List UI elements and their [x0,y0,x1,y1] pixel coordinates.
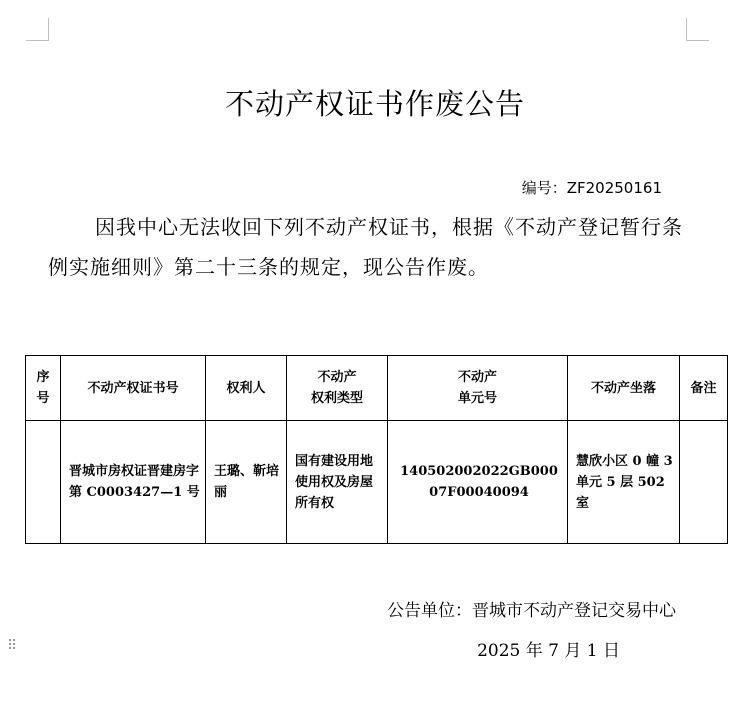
page-corner-top-left [26,18,49,41]
certificate-table [25,355,728,544]
number-value: ZF20250161 [566,179,662,197]
cell-right-type: 国有建设用地使用权及房屋所有权 [287,421,388,544]
issuer-value: 晋城市不动产登记交易中心 [472,601,676,621]
header-holder: 权利人 [206,356,287,421]
header-remark: 备注 [680,356,728,421]
cell-holder: 王璐、靳培丽 [206,421,287,544]
cell-remark [680,421,728,544]
document-title: 不动产权证书作废公告 [224,87,525,121]
number-label: 编号： [521,179,567,197]
cell-cert-no: 晋城市房权证晋建房字第 C0003427—1 号 [61,421,206,544]
issuer [387,596,676,621]
announcement-date: 2025 年 7 月 1 日 [477,641,620,661]
issuer-label: 公告单位： [387,601,472,621]
header-location: 不动产坐落 [568,356,680,421]
cell-seq [26,421,61,544]
header-unit-no: 不动产 单元号 [388,356,568,421]
header-cert-no: 不动产权证书号 [61,356,206,421]
page-corner-top-right [686,18,709,41]
cell-location: 慧欣小区 0 幢 3 单元 5 层 502 室 [568,421,680,544]
cell-unit-no: 140502002022GB00007F00040094 [388,421,568,544]
header-seq: 序号 [26,356,61,421]
header-right-type: 不动产 权利类型 [287,356,388,421]
table-header-row [26,356,728,421]
announcement-body: 因我中心无法收回下列不动产权证书，根据《不动产登记暂行条例实施细则》第二十三条的规定，现公告作废。 [48,215,683,279]
drag-handle-icon[interactable]: ⠿ [7,638,18,654]
table-row [26,421,728,544]
document-number [522,177,662,198]
